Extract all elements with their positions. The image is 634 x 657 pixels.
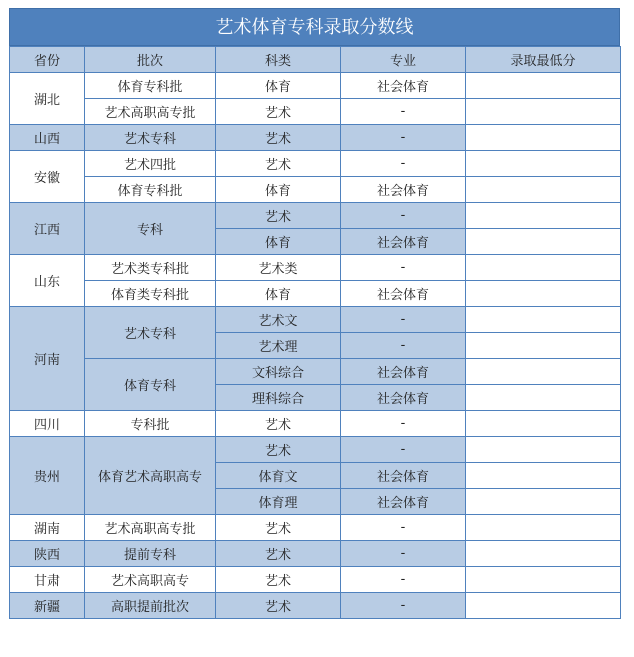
batch-cell: 体育专科批 [85,177,216,203]
table-row [10,99,621,125]
major-cell: - [341,593,466,619]
major-cell: 社会体育 [341,463,466,489]
province-cell: 江西 [10,203,85,255]
table-row [10,541,621,567]
batch-cell: 体育专科 [85,359,216,411]
header-category: 科类 [216,47,341,73]
batch-cell: 艺术四批 [85,151,216,177]
province-cell: 新疆 [10,593,85,619]
category-cell: 艺术文 [216,307,341,333]
batch-cell: 艺术类专科批 [85,255,216,281]
batch-cell: 艺术高职高专 [85,567,216,593]
province-cell: 湖南 [10,515,85,541]
batch-cell: 提前专科 [85,541,216,567]
score-table-container [9,8,620,619]
category-cell: 艺术 [216,203,341,229]
score-table [9,46,621,619]
table-row [10,593,621,619]
major-cell: - [341,255,466,281]
score-cell [466,281,621,307]
table-row [10,567,621,593]
category-cell: 艺术 [216,593,341,619]
major-cell: - [341,125,466,151]
province-cell: 河南 [10,307,85,411]
major-cell: - [341,567,466,593]
table-row [10,307,621,333]
table-row [10,177,621,203]
category-cell: 体育文 [216,463,341,489]
province-cell: 安徽 [10,151,85,203]
batch-cell: 高职提前批次 [85,593,216,619]
score-cell [466,411,621,437]
header-major: 专业 [341,47,466,73]
table-row [10,203,621,229]
batch-cell: 体育专科批 [85,73,216,99]
category-cell: 艺术 [216,541,341,567]
category-cell: 体育 [216,177,341,203]
major-cell: - [341,99,466,125]
score-cell [466,73,621,99]
major-cell: 社会体育 [341,385,466,411]
table-row [10,151,621,177]
major-cell: - [341,437,466,463]
table-row [10,411,621,437]
header-min-score: 录取最低分 [466,47,621,73]
score-cell [466,463,621,489]
batch-cell: 艺术专科 [85,307,216,359]
header-row [10,47,621,73]
province-cell: 湖北 [10,73,85,125]
major-cell: 社会体育 [341,73,466,99]
category-cell: 体育 [216,281,341,307]
table-title: 艺术体育专科录取分数线 [9,8,620,46]
score-cell [466,593,621,619]
score-cell [466,359,621,385]
score-cell [466,203,621,229]
major-cell: - [341,541,466,567]
batch-cell: 艺术高职高专批 [85,515,216,541]
table-row [10,281,621,307]
major-cell: - [341,411,466,437]
score-cell [466,567,621,593]
table-row [10,125,621,151]
category-cell: 艺术类 [216,255,341,281]
province-cell: 甘肃 [10,567,85,593]
score-cell [466,515,621,541]
category-cell: 体育 [216,73,341,99]
province-cell: 四川 [10,411,85,437]
category-cell: 艺术 [216,99,341,125]
major-cell: 社会体育 [341,229,466,255]
score-cell [466,437,621,463]
score-cell [466,177,621,203]
batch-cell: 艺术高职高专批 [85,99,216,125]
table-row [10,359,621,385]
header-province: 省份 [10,47,85,73]
score-cell [466,307,621,333]
category-cell: 理科综合 [216,385,341,411]
category-cell: 艺术 [216,567,341,593]
major-cell: - [341,333,466,359]
score-cell [466,333,621,359]
score-cell [466,125,621,151]
table-row [10,515,621,541]
batch-cell: 专科批 [85,411,216,437]
category-cell: 艺术 [216,151,341,177]
category-cell: 艺术 [216,125,341,151]
category-cell: 艺术 [216,437,341,463]
province-cell: 山东 [10,255,85,307]
score-cell [466,229,621,255]
province-cell: 山西 [10,125,85,151]
score-cell [466,385,621,411]
batch-cell: 专科 [85,203,216,255]
header-batch: 批次 [85,47,216,73]
batch-cell: 体育艺术高职高专 [85,437,216,515]
province-cell: 陕西 [10,541,85,567]
major-cell: 社会体育 [341,281,466,307]
major-cell: 社会体育 [341,359,466,385]
major-cell: 社会体育 [341,177,466,203]
major-cell: 社会体育 [341,489,466,515]
category-cell: 体育理 [216,489,341,515]
category-cell: 艺术 [216,411,341,437]
score-cell [466,541,621,567]
score-cell [466,255,621,281]
category-cell: 体育 [216,229,341,255]
category-cell: 文科综合 [216,359,341,385]
major-cell: - [341,151,466,177]
table-row [10,437,621,463]
province-cell: 贵州 [10,437,85,515]
major-cell: - [341,203,466,229]
table-row [10,73,621,99]
batch-cell: 体育类专科批 [85,281,216,307]
major-cell: - [341,515,466,541]
batch-cell: 艺术专科 [85,125,216,151]
major-cell: - [341,307,466,333]
category-cell: 艺术 [216,515,341,541]
score-cell [466,489,621,515]
table-row [10,255,621,281]
category-cell: 艺术理 [216,333,341,359]
score-cell [466,99,621,125]
score-cell [466,151,621,177]
